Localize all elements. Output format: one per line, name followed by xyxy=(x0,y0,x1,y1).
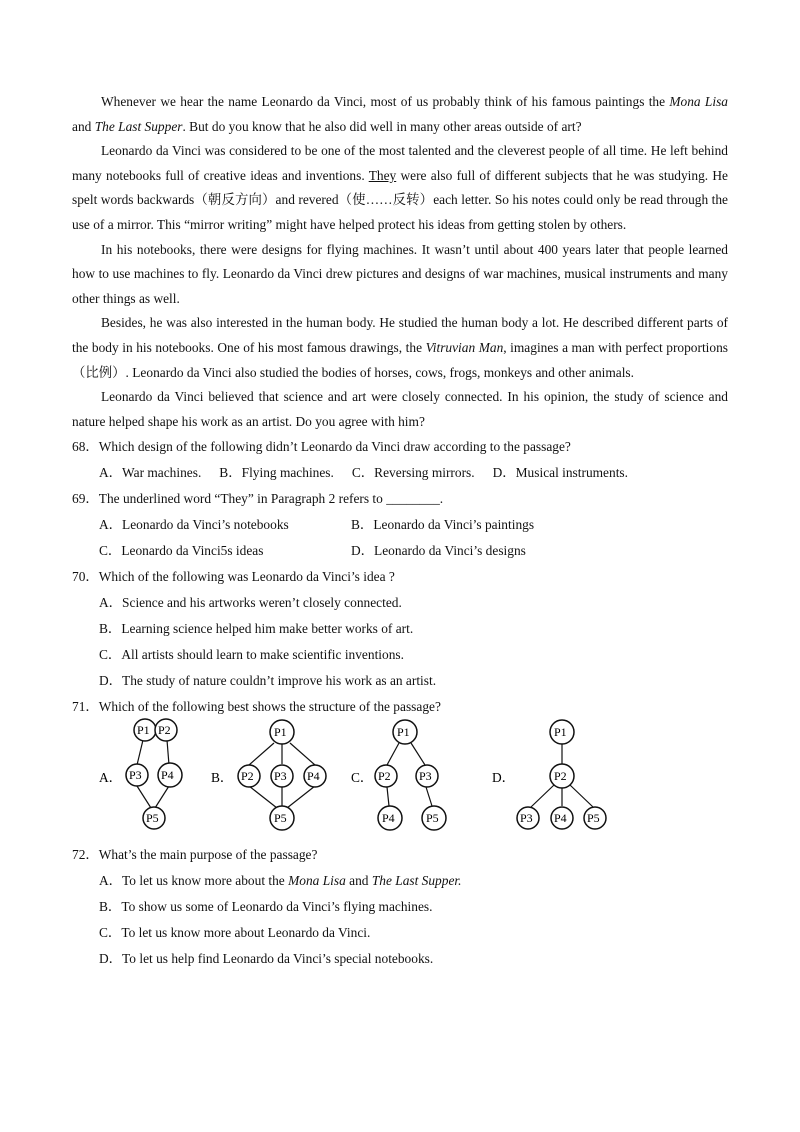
p1-text-mid: and xyxy=(72,118,95,134)
q72-option-b[interactable]: B．To show us some of Leonardo da Vinci’s flying machines. xyxy=(99,899,433,915)
q70-option-b[interactable]: B．Learning science helped him make better works of art. xyxy=(99,621,414,637)
edge xyxy=(290,743,315,765)
svg-text:P1: P1 xyxy=(274,725,287,740)
edge xyxy=(137,786,151,808)
diagram-d-label[interactable]: D． xyxy=(492,770,516,786)
svg-text:P5: P5 xyxy=(426,811,439,826)
p1-text: Whenever we hear the name Leonardo da Vinci, most of us probably think of his famous paintings the xyxy=(101,94,670,109)
q69-row-2 xyxy=(99,538,728,564)
edge xyxy=(411,743,425,765)
node-p1 xyxy=(270,720,294,744)
edge xyxy=(249,786,277,808)
node-p5 xyxy=(422,806,446,830)
node-p1 xyxy=(550,720,574,744)
node-p2 xyxy=(238,765,260,787)
node-p2 xyxy=(375,765,397,787)
p4-title-vitruvian-man: Vitruvian Man xyxy=(425,339,504,355)
svg-text:P4: P4 xyxy=(554,811,567,826)
p2-text-end: were also full of different subjects that he was studying. He spelt words backwards（朝反方向）and revered（使……反转）each letter. So his notes could only be read through the use of a mirror. This “mirror writing” might have helped protect his ideas from getting stolen by others. xyxy=(72,167,728,232)
q72-option-a[interactable] xyxy=(99,868,728,894)
q72-option-d[interactable]: D．To let us help find Leonardo da Vinci’s special notebooks. xyxy=(99,951,434,967)
diagram-b xyxy=(238,720,326,830)
svg-text:P5: P5 xyxy=(274,811,287,826)
q72-option-c[interactable]: C．To let us know more about Leonardo da Vinci. xyxy=(99,925,371,941)
diagram-a-label[interactable]: A． xyxy=(99,770,123,786)
q69-option-d[interactable]: D．Leonardo da Vinci’s designs xyxy=(351,543,526,559)
q72-a-text: A．To let us know more about the xyxy=(99,873,289,889)
q68-option-d[interactable]: D．Musical instruments. xyxy=(492,465,628,481)
svg-text:P2: P2 xyxy=(554,769,567,784)
q69-option-a[interactable]: A．Leonardo da Vinci’s notebooks xyxy=(99,517,289,533)
p4-text-end: , imagines a man with perfect proportions（比例）. Leonardo da Vinci also studied the bodies of horses, cows, frogs, monkeys and other animals. xyxy=(72,339,728,380)
q69-option-c[interactable]: C．Leonardo da Vinci5s ideas xyxy=(99,543,264,559)
question-68-options xyxy=(99,460,728,486)
p1-text-end: . But do you know that he also did well in many other areas outside of art? xyxy=(182,118,582,134)
node-p3 xyxy=(126,764,148,786)
svg-text:P3: P3 xyxy=(520,811,533,826)
svg-text:P1: P1 xyxy=(137,723,150,738)
p1-title-mona-lisa: Mona Lisa xyxy=(669,94,728,109)
paragraph-1 xyxy=(72,90,728,139)
question-70: 70．Which of the following was Leonardo da Vinci’s idea ? xyxy=(72,569,395,585)
diagram-d xyxy=(517,720,606,829)
p2-underlined-word: They xyxy=(368,167,397,183)
edge xyxy=(155,786,169,808)
edge xyxy=(387,787,389,806)
node-p4 xyxy=(378,806,402,830)
svg-text:P2: P2 xyxy=(158,723,171,738)
p4-text: Besides, he was also interested in the human body. He studied the human body a lot. He described different parts of the body in his notebooks. One of his most famous drawings, the xyxy=(72,315,728,355)
paragraph-3: In his notebooks, there were designs for flying machines. It wasn’t until about 400 years later that people learned how to use machines to fly. Leonardo da Vinci drew pictures and designs of war machines, musical instruments and many other things as well. xyxy=(72,241,728,306)
p2-text: Leonardo da Vinci was considered to be one of the most talented and the cleverest people of all time. He left behind many notebooks full of creative ideas and inventions. xyxy=(72,143,728,183)
svg-text:P4: P4 xyxy=(307,769,320,784)
node-p3 xyxy=(416,765,438,787)
svg-text:P1: P1 xyxy=(397,725,410,740)
svg-text:P3: P3 xyxy=(274,769,287,784)
diagram-c-label[interactable]: C． xyxy=(351,770,374,786)
edge xyxy=(426,787,432,806)
svg-text:P5: P5 xyxy=(587,811,600,826)
node-p2 xyxy=(155,719,177,741)
svg-text:P4: P4 xyxy=(161,768,174,783)
node-p5 xyxy=(270,806,294,830)
paragraph-4 xyxy=(72,311,728,385)
q72-a-title-last-supper: The Last Supper. xyxy=(371,873,462,889)
q68-option-b[interactable]: B．Flying machines. xyxy=(219,465,334,481)
svg-text:P5: P5 xyxy=(146,811,159,826)
edge xyxy=(249,743,274,765)
node-p2 xyxy=(550,764,574,788)
node-p4 xyxy=(158,763,182,787)
q72-a-title-mona-lisa: Mona Lisa xyxy=(288,873,346,889)
q70-option-d[interactable]: D．The study of nature couldn’t improve his work as an artist. xyxy=(99,673,437,689)
node-p4 xyxy=(551,807,573,829)
q68-option-c[interactable]: C．Reversing mirrors. xyxy=(351,465,475,481)
structure-diagrams xyxy=(99,720,728,842)
svg-text:P3: P3 xyxy=(129,768,142,783)
question-69: 69．The underlined word “They” in Paragraph 2 refers to ________. xyxy=(72,491,444,507)
q70-option-c[interactable]: C．All artists should learn to make scientific inventions. xyxy=(99,647,404,663)
edge xyxy=(167,740,169,765)
diagram-b-label[interactable]: B． xyxy=(211,770,234,786)
edge xyxy=(570,785,593,807)
question-68: 68．Which design of the following didn’t Leonardo da Vinci draw according to the passage? xyxy=(72,439,571,455)
paragraph-2 xyxy=(72,139,728,237)
question-72: 72．What’s the main purpose of the passage? xyxy=(72,847,318,863)
node-p1 xyxy=(393,720,417,744)
edge xyxy=(137,740,143,765)
worksheet-page xyxy=(72,90,728,972)
edge xyxy=(387,743,399,765)
q68-option-a[interactable]: A．War machines. xyxy=(99,465,202,481)
node-p5 xyxy=(584,807,606,829)
q69-row-1 xyxy=(99,512,728,538)
q72-a-text-mid: and xyxy=(345,873,372,889)
node-p5 xyxy=(143,807,165,829)
edge xyxy=(287,786,315,808)
svg-text:P1: P1 xyxy=(554,725,567,740)
diagram-c xyxy=(375,720,446,830)
q69-option-b[interactable]: B．Leonardo da Vinci’s paintings xyxy=(351,517,535,533)
node-p3 xyxy=(517,807,539,829)
svg-text:P2: P2 xyxy=(378,769,391,784)
question-71: 71．Which of the following best shows the structure of the passage? xyxy=(72,699,441,715)
structure-diagrams-svg xyxy=(99,720,719,842)
node-p4 xyxy=(304,765,326,787)
q70-option-a[interactable]: A．Science and his artworks weren’t closely connected. xyxy=(99,595,402,611)
p1-title-last-supper: The Last Supper xyxy=(94,118,183,134)
svg-text:P2: P2 xyxy=(241,769,254,784)
paragraph-5: Leonardo da Vinci believed that science and art were closely connected. In his opinion, the study of science and nature helped shape his work as an artist. Do you agree with him? xyxy=(72,389,728,429)
svg-text:P3: P3 xyxy=(419,769,432,784)
edge xyxy=(531,785,554,807)
svg-text:P4: P4 xyxy=(382,811,395,826)
node-p3 xyxy=(271,765,293,787)
node-p1 xyxy=(134,719,156,741)
diagram-a xyxy=(126,719,182,829)
